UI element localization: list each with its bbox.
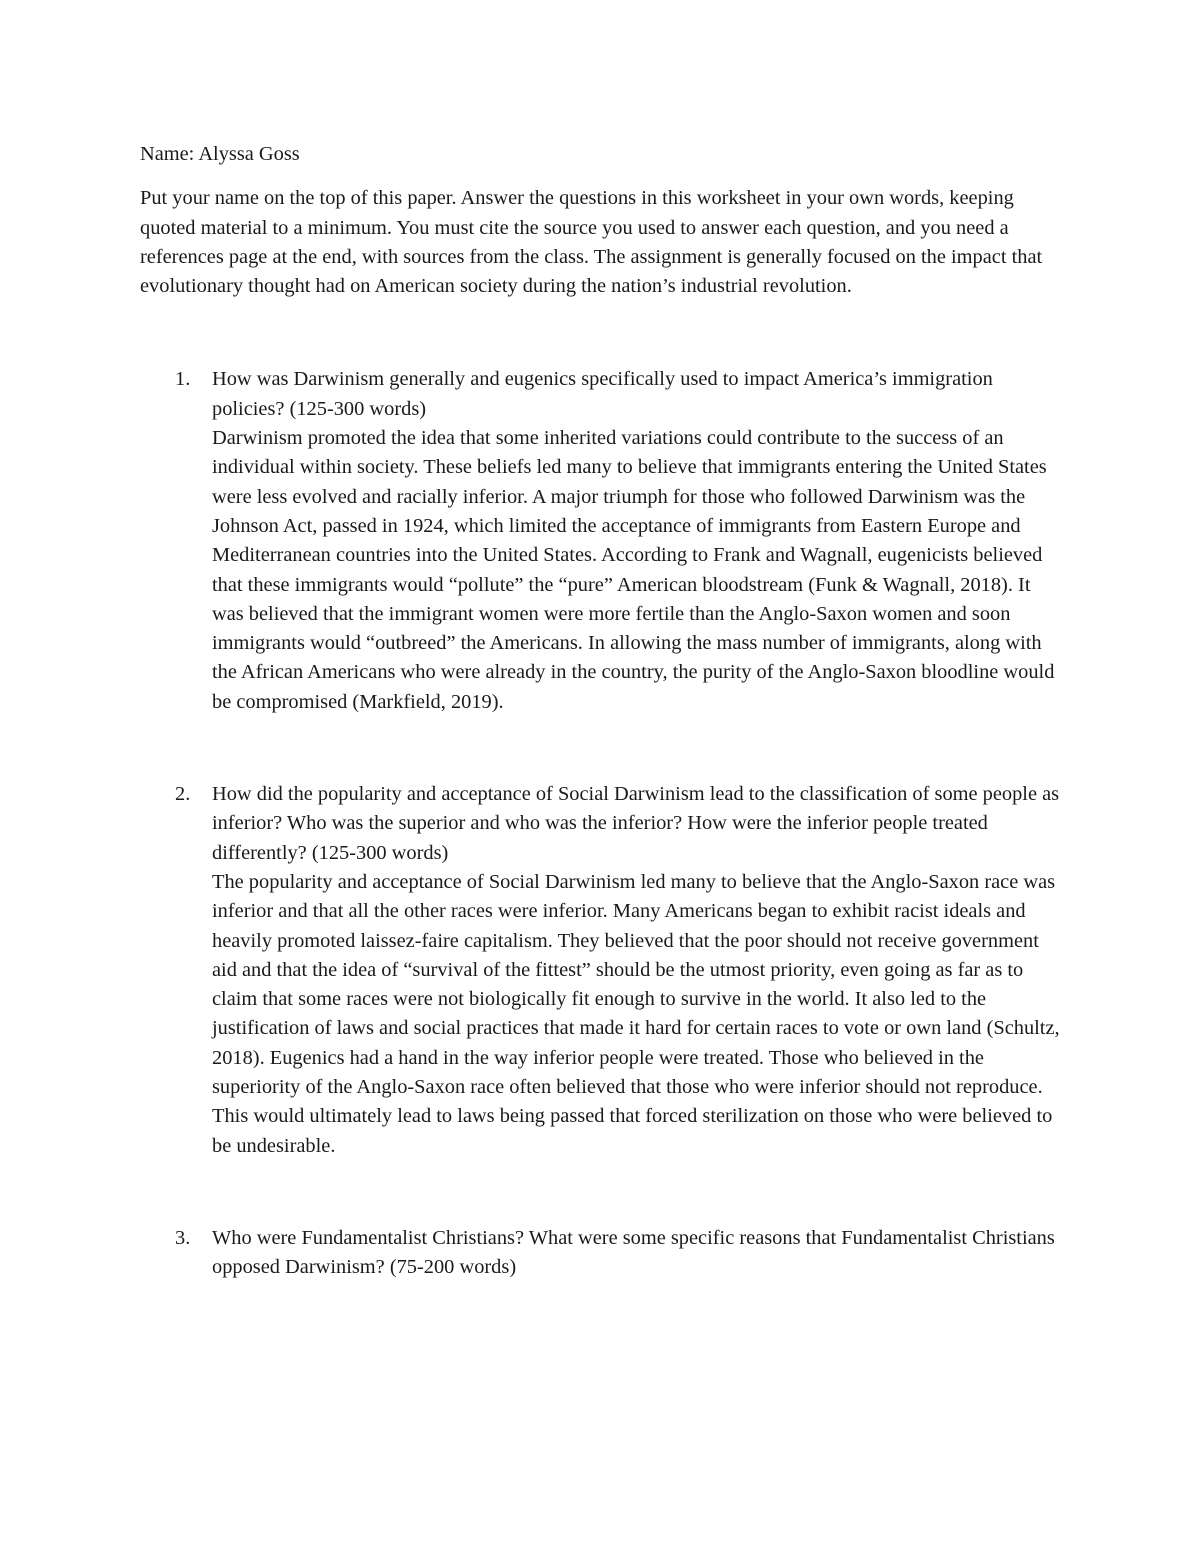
question-number: 3. — [175, 1226, 191, 1249]
question-item-1 — [140, 365, 1060, 717]
question-item-2 — [140, 780, 1060, 1161]
document-page — [140, 140, 1060, 1283]
answer-text: The popularity and acceptance of Social Darwinism led many to believe that the Anglo-Saxon race was inferior and that all the other races were inferior. Many Americans began to exhibit racist ideals and heavily promoted laissez-faire capitalism. They believed that the poor should not receive government aid and that the idea of “survival of the fittest” should be the utmost priority, even going as far as to claim that some races were not biologically fit enough to survive in the world. It also led to the justification of laws and social practices that made it hard for certain races to vote or own land (Schultz, 2018). Eugenics had a hand in the way inferior people were treated. Those who believed in the superiority of the Anglo-Saxon race often believed that those who were inferior should not reproduce. This would ultimately lead to laws being passed that forced sterilization on those who were believed to be undesirable. — [212, 870, 1060, 1157]
student-name-line: Name: Alyssa Goss — [140, 143, 300, 165]
instructions-paragraph: Put your name on the top of this paper. Answer the questions in this worksheet in your own words, keeping quoted material to a minimum. You must cite the source you used to answer each question, and you need a references page at the end, with sources from the class. The assignment is generally focused on the impact that evolutionary thought had on American society during the nation’s industrial revolution. — [140, 187, 1043, 298]
question-item-3 — [140, 1224, 1060, 1283]
answer-text: Darwinism promoted the idea that some inherited variations could contribute to the success of an individual within society. These beliefs led many to believe that immigrants entering the United States were less evolved and racially inferior. A major triumph for those who followed Darwinism was the Johnson Act, passed in 1924, which limited the acceptance of immigrants from Eastern Europe and Mediterranean countries into the United States. According to Frank and Wagnall, eugenicists believed that these immigrants would “pollute” the “pure” American bloodstream (Funk & Wagnall, 2018). It was believed that the immigrant women were more fertile than the Anglo-Saxon women and soon immigrants would “outbreed” the Americans. In allowing the mass number of immigrants, along with the African Americans who were already in the country, the purity of the Anglo-Saxon bloodline would be compromised (Markfield, 2019). — [212, 427, 1055, 713]
question-number: 2. — [175, 783, 191, 806]
question-number: 1. — [175, 368, 191, 391]
question-text: Who were Fundamentalist Christians? What were some specific reasons that Fundamentalist Christians opposed Darwinism? (75-200 words) — [212, 1226, 1055, 1279]
question-text: How was Darwinism generally and eugenics specifically used to impact America’s immigration policies? (125-300 words) — [212, 368, 993, 420]
question-text: How did the popularity and acceptance of Social Darwinism lead to the classification of some people as inferior? Who was the superior and who was the inferior? How were the inferior people treated differently? (125-300 words) — [212, 783, 1060, 864]
question-list — [140, 365, 1060, 1282]
